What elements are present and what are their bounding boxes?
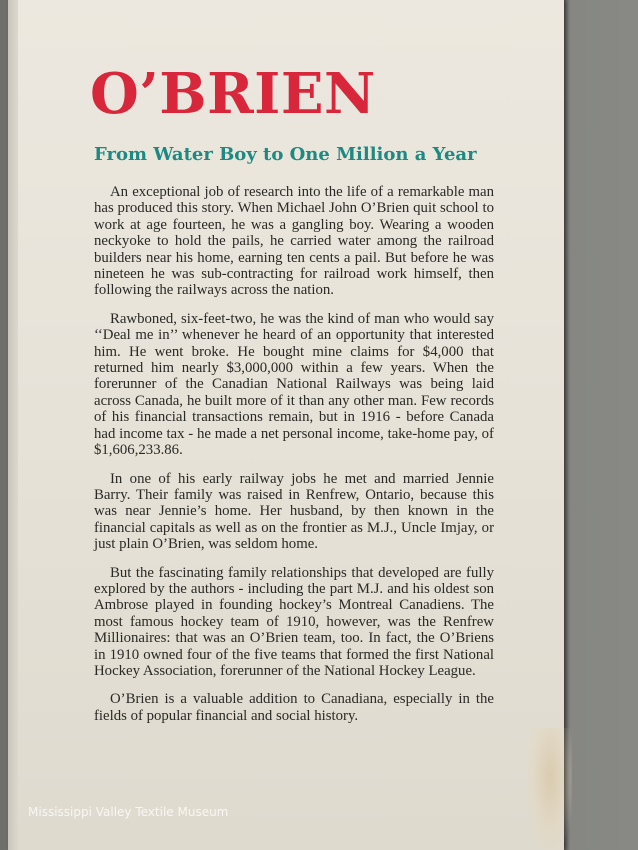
blurb-text [94, 184, 494, 736]
book-back-cover [8, 0, 564, 850]
book-title: O’BRIEN [90, 61, 376, 127]
museum-watermark: Mississippi Valley Textile Museum [28, 805, 229, 819]
blurb-paragraph-1: An exceptional job of research into the life of a remarkable man has produced this story. When Michael John O’Brien quit school to work at age fourteen, he was a gangling boy. Wearing a wooden neckyoke to hold the pails, he carried water among the railroad builders near his home, earning ten cents a pail. But before he was nineteen he was sub-contracting for railroad work himself, then following the railways across the nation. [94, 184, 494, 299]
blurb-paragraph-2: Rawboned, six-feet-two, he was the kind of man who would say ‘‘Deal me in’’ whenever he heard of an opportunity that interested him. He went broke. He bought mine claims for $4,000 that returned him nearly $3,000,000 within a few years. When the forerunner of the Canadian National Railways was being laid across Canada, he built more of it than any other man. Few records of his financial transactions remain, but in 1916 - before Canada had income tax - he made a net personal income, take-home pay, of $1,606,233.86. [94, 310, 494, 459]
blurb-paragraph-3: In one of his early railway jobs he met and married Jennie Barry. Their family was raised in Renfrew, Ontario, because this was near Jennie’s home. Her husband, by then known in the financial capitals as well as on the frontier as M.J., Uncle Imjay, or just plain O’Brien, was seldom home. [94, 470, 494, 553]
blurb-paragraph-4: But the fascinating family relationships that developed are fully explored by the authors - including the part M.J. and his oldest son Ambrose played in founding hockey’s Montreal Canadiens. The most famous hockey team of 1910, however, was the Renfrew Millionaires: that was an O’Brien team, too. In fact, the O’Briens in 1910 owned four of the five teams that formed the first National Hockey Association, forerunner of the National Hockey League. [94, 564, 494, 679]
cover-shadow [564, 0, 570, 850]
book-subtitle: From Water Boy to One Million a Year [94, 144, 477, 165]
cover-edge [8, 0, 18, 850]
blurb-paragraph-5: O’Brien is a valuable addition to Canadiana, especially in the fields of popular financial and social history. [94, 691, 494, 724]
